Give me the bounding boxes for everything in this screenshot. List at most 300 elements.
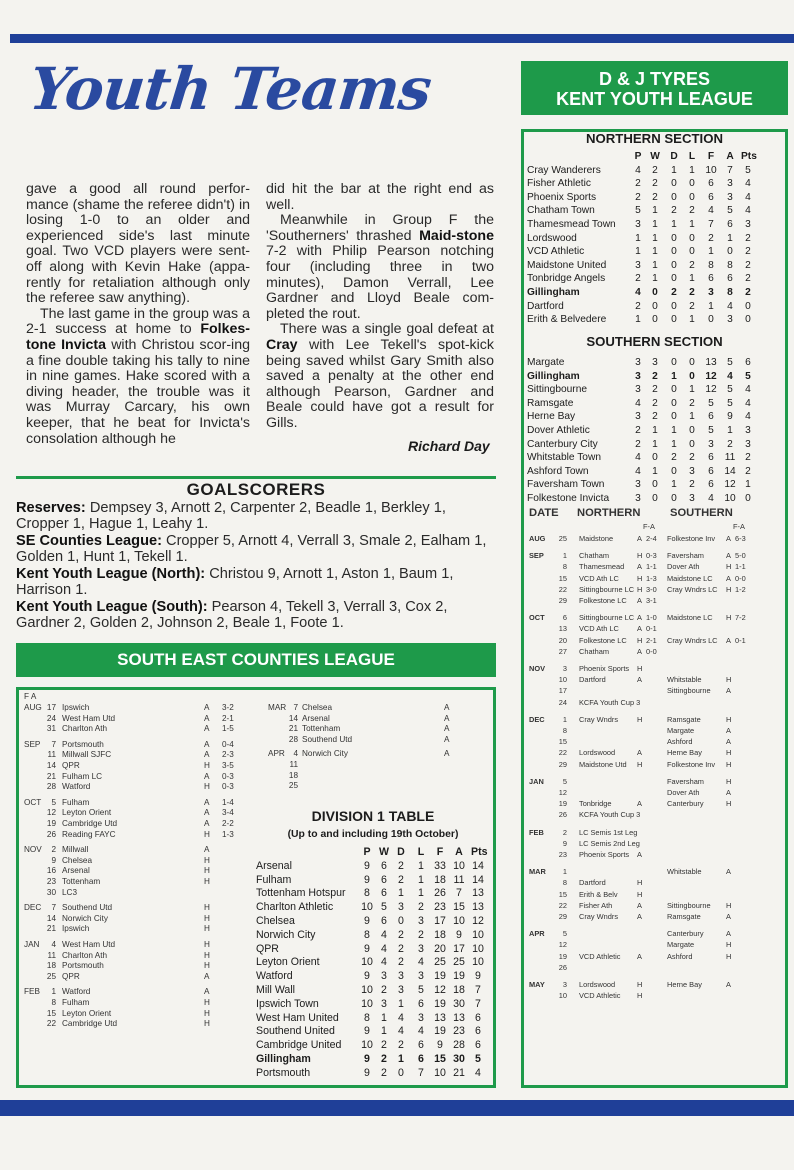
- table-cell: 3: [418, 1011, 424, 1024]
- table-cell: 5: [727, 205, 733, 217]
- team-name: Canterbury City: [527, 438, 598, 450]
- goalscorers-heading: GOALSCORERS: [186, 480, 326, 499]
- table-cell: 5: [418, 984, 424, 996]
- fixture-northern-opponent: Thamesmead: [579, 562, 625, 572]
- fixture-southern-venue: A: [726, 686, 731, 696]
- fixture-northern-opponent: Cray Wndrs: [579, 714, 619, 724]
- article-paragraph: [26, 307, 250, 447]
- fixture-row: [527, 878, 787, 888]
- team-name: Herne Bay: [527, 411, 576, 423]
- fixture-southern-venue: A: [726, 867, 731, 877]
- table-cell: 1: [689, 164, 695, 176]
- team-name: Thamesmead Town: [527, 219, 616, 230]
- fa-label: F-A: [733, 522, 745, 531]
- table-cell: 1: [652, 425, 658, 436]
- fixture-opponent: Leyton Orient: [62, 1008, 112, 1018]
- table-col-header: A: [726, 151, 734, 162]
- table-cell: 2: [635, 425, 641, 436]
- table-cell: 12: [705, 370, 717, 382]
- table-header-row: [256, 846, 516, 860]
- goalscorers-rule: [16, 476, 496, 479]
- fixture-day: 8: [562, 726, 567, 735]
- table-cell: 4: [398, 1011, 404, 1024]
- secl-fixture-row: [24, 972, 264, 983]
- article-paragraph: [266, 213, 494, 322]
- fixture-southern-opponent: Ashford: [667, 951, 693, 961]
- fixture-southern-venue: A: [726, 912, 731, 921]
- fixtures-southern-header: SOUTHERN: [670, 507, 733, 519]
- table-cell: 2: [381, 984, 387, 996]
- table-cell: 4: [635, 452, 641, 464]
- table-cell: 15: [453, 901, 465, 914]
- division-1-subtitle: (Up to and including 19th October): [287, 829, 459, 840]
- table-row: [527, 300, 787, 314]
- fixture-month: JAN: [529, 776, 544, 786]
- secl-fixture-row: [268, 724, 508, 735]
- table-col-header: W: [650, 151, 660, 162]
- table-cell: 1: [652, 246, 658, 258]
- team-name: Faversham Town: [527, 479, 605, 491]
- fixture-southern-venue: A: [726, 726, 731, 735]
- secl-fixture-row: [24, 724, 264, 735]
- fixture-northern-venue: A: [637, 675, 642, 685]
- fixture-score: 2-1: [222, 713, 234, 723]
- page-title: Youth Teams: [26, 55, 434, 123]
- table-cell: 3: [635, 411, 641, 423]
- table-cell: 0: [671, 246, 677, 258]
- fa-label: F A: [24, 692, 37, 701]
- fixture-northern-opponent: Sittingbourne LC: [579, 613, 635, 623]
- fixture-northern-opponent: VCD Ath LC: [579, 624, 619, 634]
- fixture-opponent: Cambridge Utd: [62, 1019, 118, 1029]
- fixture-month: APR: [268, 749, 285, 759]
- fixture-northern-opponent: LC Semis 2nd Leg: [579, 838, 640, 848]
- table-cell: 9: [364, 873, 370, 886]
- fixture-southern-opponent: Herne Bay: [667, 748, 702, 758]
- goalscorer-text: Christou 9, Arnott 1, Aston 1, Baum 1, Harrison 1.: [16, 566, 454, 598]
- table-cell: 2: [398, 928, 404, 941]
- table-col-header: F: [707, 151, 715, 162]
- table-cell: 2: [745, 246, 751, 258]
- team-name: Fulham: [256, 873, 292, 886]
- table-row: [256, 929, 492, 943]
- fixture-month: FEB: [529, 827, 544, 837]
- table-row: [527, 410, 787, 424]
- fixture-northern-score: 2-1: [646, 635, 657, 645]
- table-cell: 2: [745, 259, 751, 271]
- fixture-day: 22: [46, 1019, 56, 1029]
- table-cell: 0: [689, 370, 695, 382]
- table-cell: 3: [635, 219, 641, 230]
- fixture-southern-venue: A: [726, 788, 731, 797]
- secl-fixture-row: [24, 1019, 264, 1030]
- table-cell: 9: [364, 1025, 370, 1038]
- table-cell: 11: [724, 452, 736, 464]
- kyl-title-line1: D & J TYRES: [598, 69, 711, 89]
- fixture-northern-opponent: Cray Wndrs: [579, 912, 619, 921]
- secl-fixture-row: [24, 714, 264, 725]
- fixture-northern-venue: A: [637, 748, 642, 758]
- secl-fixture-row: [24, 951, 264, 962]
- fixture-northern-score: 1-1: [646, 562, 657, 572]
- table-col-header: L: [417, 846, 425, 858]
- table-cell: 2: [745, 287, 751, 298]
- table-cell: 2: [689, 452, 695, 464]
- table-cell: 1: [727, 232, 733, 244]
- fixture-southern-opponent: Cray Wndrs LC: [667, 584, 718, 594]
- table-cell: 0: [745, 493, 751, 504]
- fixture-day: 19: [558, 799, 567, 809]
- table-cell: 1: [671, 479, 677, 491]
- table-cell: 3: [635, 370, 641, 382]
- fixture-day: 7: [293, 703, 298, 712]
- team-name: Tottenham Hotspur: [256, 887, 346, 900]
- table-cell: 12: [472, 915, 484, 927]
- table-cell: 3: [708, 287, 714, 298]
- secl-fixture-row: [24, 761, 264, 772]
- fixture-southern-opponent: Ramsgate: [667, 912, 701, 921]
- fixture-southern-opponent: Folkestone Inv: [667, 534, 716, 543]
- fixture-day: 16: [46, 866, 56, 876]
- table-cell: 4: [745, 411, 751, 423]
- table-cell: 2: [689, 205, 695, 217]
- table-cell: 4: [418, 956, 424, 969]
- table-cell: 6: [708, 191, 714, 203]
- table-cell: 2: [745, 465, 751, 477]
- fixture-venue: A: [444, 713, 450, 723]
- fixture-northern-venue: A: [637, 624, 642, 634]
- table-cell: 2: [689, 479, 695, 491]
- table-row: [527, 313, 787, 327]
- fixture-row: [527, 748, 787, 758]
- table-cell: 3: [418, 942, 424, 955]
- fixture-row: [527, 636, 787, 646]
- fixture-southern-opponent: Dover Ath: [667, 562, 700, 572]
- fixture-day: 15: [558, 573, 567, 583]
- fixture-venue: H: [204, 782, 210, 792]
- table-header-row: [527, 150, 787, 164]
- fixture-venue: A: [204, 971, 210, 981]
- table-cell: 9: [727, 411, 733, 423]
- table-cell: 4: [635, 164, 641, 176]
- fixture-month: FEB: [24, 987, 40, 997]
- fixture-opponent: Fulham: [62, 797, 90, 807]
- fixture-row: [527, 890, 787, 900]
- fixture-day: 1: [562, 714, 567, 724]
- table-cell: 0: [671, 384, 677, 396]
- table-cell: 9: [475, 970, 481, 983]
- fixture-day: 5: [51, 797, 56, 807]
- table-col-header: W: [379, 846, 389, 858]
- goalscorer-label: Kent Youth League (South):: [16, 599, 208, 615]
- table-row: [527, 232, 787, 246]
- fixture-score: 2-2: [222, 819, 234, 828]
- fixture-southern-score: 6-3: [735, 534, 746, 543]
- table-cell: 9: [364, 942, 370, 955]
- table-cell: 2: [708, 232, 714, 244]
- article-column-1: [26, 182, 250, 447]
- fixture-venue: H: [204, 761, 210, 770]
- fixture-opponent: Millwall: [62, 845, 89, 855]
- team-name: Fisher Athletic: [527, 178, 591, 190]
- table-cell: 0: [689, 246, 695, 258]
- table-row: [527, 424, 787, 438]
- fixture-day: 10: [558, 675, 567, 685]
- team-name: Leyton Orient: [256, 956, 320, 969]
- team-name: Tonbridge Angels: [527, 273, 606, 285]
- table-cell: 2: [671, 452, 677, 464]
- fixture-day: 12: [46, 808, 56, 818]
- fixture-southern-venue: H: [726, 675, 732, 685]
- secl-fixture-row: [24, 772, 264, 783]
- fixture-score: 3-4: [222, 808, 234, 818]
- team-name: Ramsgate: [527, 397, 574, 409]
- table-cell: 1: [727, 425, 733, 436]
- table-cell: 0: [671, 493, 677, 504]
- fixture-venue: H: [204, 877, 210, 886]
- table-cell: 2: [652, 370, 658, 382]
- table-cell: 25: [434, 956, 446, 969]
- fixture-northern-opponent: Dartford: [579, 878, 606, 888]
- fixture-northern-venue: H: [637, 878, 643, 888]
- secl-fixture-row: [24, 903, 264, 914]
- team-name: Arsenal: [256, 859, 292, 872]
- fixture-northern-score: 3-0: [646, 584, 657, 594]
- team-name: QPR: [256, 942, 279, 955]
- table-cell: 9: [437, 1039, 443, 1052]
- fixture-day: 13: [558, 624, 567, 634]
- table-cell: 1: [689, 384, 695, 396]
- table-cell: 8: [727, 287, 733, 298]
- table-cell: 25: [453, 956, 465, 969]
- table-cell: 0: [671, 465, 677, 477]
- fixture-southern-venue: H: [726, 799, 732, 809]
- table-cell: 13: [434, 1011, 446, 1024]
- table-cell: 4: [745, 397, 751, 409]
- fixture-opponent: Charlton Ath: [62, 950, 108, 960]
- secl-fixture-row: [24, 924, 264, 935]
- table-cell: 0: [671, 232, 677, 244]
- table-cell: 5: [727, 384, 733, 396]
- fixture-opponent: Chelsea: [302, 703, 333, 712]
- fixture-venue: H: [204, 940, 210, 949]
- fixture-day: 17: [46, 703, 56, 712]
- table-cell: 0: [671, 191, 677, 203]
- fixture-month: DEC: [24, 903, 42, 913]
- table-row: [527, 465, 787, 479]
- table-cell: 0: [727, 246, 733, 258]
- goalscorer-entry: [16, 533, 496, 565]
- fixture-venue: A: [204, 845, 210, 855]
- table-cell: 2: [652, 411, 658, 423]
- table-cell: 1: [418, 873, 424, 886]
- table-cell: 3: [652, 357, 658, 368]
- table-cell: 4: [727, 300, 733, 312]
- fixture-southern-venue: A: [726, 534, 731, 543]
- table-cell: 23: [453, 1025, 465, 1038]
- fixture-day: 10: [558, 991, 567, 1001]
- fixture-northern-opponent: Fisher Ath: [579, 900, 613, 910]
- secl-fixture-row: [24, 1009, 264, 1020]
- table-cell: 6: [708, 273, 714, 285]
- table-col-header: Pts: [741, 151, 757, 162]
- fixture-southern-opponent: Faversham: [667, 551, 704, 561]
- secl-fixture-row: [24, 940, 264, 951]
- table-cell: 1: [689, 273, 695, 285]
- fixture-day: 7: [51, 739, 56, 749]
- fixture-day: 8: [562, 562, 567, 572]
- table-cell: 10: [361, 956, 373, 969]
- table-cell: 12: [434, 984, 446, 996]
- table-cell: 4: [381, 928, 387, 941]
- secl-fixture-row: [24, 961, 264, 972]
- fixture-month: AUG: [24, 703, 42, 712]
- fixture-opponent: Ipswich: [62, 703, 90, 712]
- table-col-header: Pts: [471, 846, 488, 858]
- fixture-northern-opponent: Phoenix Sports: [579, 850, 630, 859]
- article-text: did hit the bar at the right end as well.: [266, 181, 494, 213]
- table-cell: 10: [453, 915, 465, 927]
- fixture-month: AUG: [529, 534, 546, 543]
- fixture-southern-venue: H: [726, 562, 732, 572]
- table-cell: 1: [708, 246, 714, 258]
- fixture-venue: A: [204, 724, 210, 734]
- table-cell: 2: [398, 1039, 404, 1052]
- southern-section-heading: SOUTHERN SECTION: [586, 334, 723, 349]
- table-cell: 19: [434, 970, 446, 983]
- table-cell: 3: [708, 438, 714, 450]
- table-cell: 3: [381, 997, 387, 1010]
- table-cell: 2: [398, 942, 404, 955]
- fixture-venue: A: [204, 987, 210, 997]
- fixture-row: [527, 574, 787, 584]
- secl-fixture-row: [24, 750, 264, 761]
- table-cell: 10: [705, 164, 717, 176]
- fixture-southern-opponent: Canterbury: [667, 799, 704, 809]
- table-cell: 0: [708, 314, 714, 326]
- table-cell: 1: [652, 465, 658, 477]
- fixture-day: 21: [288, 724, 298, 734]
- goalscorer-label: SE Counties League:: [16, 533, 162, 549]
- fixture-opponent: QPR: [62, 971, 80, 981]
- table-cell: 4: [708, 205, 714, 217]
- fixture-day: 12: [558, 940, 567, 950]
- table-cell: 1: [708, 300, 714, 312]
- fixture-northern-opponent: KCFA Youth Cup 3: [579, 810, 641, 820]
- fixture-northern-opponent: VCD Athletic: [579, 951, 621, 961]
- secl-fixture-row: [268, 703, 508, 714]
- fixture-southern-score: 7-2: [735, 613, 746, 623]
- fixture-northern-opponent: Folkestone LC: [579, 596, 627, 605]
- table-cell: 1: [418, 887, 424, 900]
- goalscorer-entry: [16, 566, 496, 598]
- table-cell: 5: [475, 1053, 481, 1065]
- fixture-northern-score: 1-3: [646, 573, 657, 583]
- table-cell: 18: [453, 984, 465, 996]
- table-cell: 7: [475, 997, 481, 1010]
- fixture-northern-opponent: VCD Ath LC: [579, 573, 619, 583]
- table-cell: 1: [652, 219, 658, 230]
- table-cell: 6: [418, 1039, 424, 1052]
- table-row: [256, 1012, 492, 1026]
- fixture-northern-venue: A: [637, 850, 642, 859]
- table-cell: 2: [635, 438, 641, 450]
- fixture-northern-venue: H: [637, 714, 643, 724]
- table-cell: 26: [434, 887, 446, 900]
- fixtures-header-row: [527, 508, 787, 518]
- fixture-venue: A: [204, 819, 210, 828]
- fixture-southern-score: 0-1: [735, 635, 746, 645]
- fixture-day: 11: [289, 760, 298, 769]
- table-cell: 2: [727, 438, 733, 450]
- fixture-day: 17: [558, 686, 567, 696]
- team-name: Ashford Town: [527, 465, 589, 477]
- fixture-northern-venue: A: [637, 799, 642, 809]
- fixture-northern-venue: A: [637, 912, 642, 921]
- fixture-northern-opponent: Chatham: [579, 551, 609, 561]
- fixture-southern-opponent: Margate: [667, 726, 695, 735]
- table-cell: 3: [381, 970, 387, 983]
- fixture-southern-score: 1-2: [735, 584, 746, 594]
- table-cell: 4: [745, 178, 751, 190]
- table-cell: 1: [381, 1011, 387, 1024]
- fixtures-northern-header: NORTHERN: [577, 507, 641, 519]
- table-cell: 3: [418, 970, 424, 983]
- table-cell: 1: [652, 438, 658, 450]
- fixture-opponent: Ipswich: [62, 924, 90, 934]
- article-text: 7-2 with Philip Pearson notching four (including three in two minutes), Damon Verrall, Lee Gardner and Lloyd Beale com-pleted the rout.: [266, 243, 494, 322]
- fixture-opponent: Fulham LC: [62, 771, 103, 781]
- table-cell: 17: [453, 942, 465, 955]
- table-cell: 2: [652, 178, 658, 190]
- fixture-northern-venue: H: [637, 573, 643, 583]
- fixture-day: 25: [46, 971, 56, 981]
- table-cell: 2: [689, 397, 695, 409]
- secl-fixture-row: [24, 877, 264, 888]
- table-cell: 0: [745, 314, 751, 326]
- table-cell: 2: [398, 859, 404, 872]
- table-cell: 4: [708, 493, 714, 504]
- table-cell: 6: [727, 219, 733, 230]
- table-cell: 4: [745, 191, 751, 203]
- table-cell: 7: [475, 984, 481, 996]
- fixture-score: 3-5: [222, 761, 234, 770]
- secl-fixture-row: [268, 771, 508, 782]
- team-name: Maidstone United: [527, 259, 607, 271]
- team-name: Cray Wanderers: [527, 164, 601, 176]
- table-cell: 0: [689, 438, 695, 450]
- fixture-northern-opponent: Erith & Belv: [579, 889, 618, 899]
- fixtures-date-header: DATE: [529, 507, 559, 519]
- table-row: [527, 438, 787, 452]
- table-cell: 10: [434, 1066, 446, 1079]
- table-col-header: D: [670, 151, 678, 162]
- table-row: [256, 1025, 492, 1039]
- bottom-rule: [0, 1100, 794, 1116]
- table-cell: 6: [708, 178, 714, 190]
- fixture-day: 9: [562, 838, 567, 848]
- table-cell: 1: [671, 219, 677, 230]
- table-cell: 21: [453, 1066, 465, 1079]
- fixture-venue: H: [204, 998, 210, 1007]
- fixture-row: [527, 980, 787, 990]
- table-cell: 4: [475, 1066, 481, 1079]
- team-name: Chatham Town: [527, 205, 595, 217]
- table-cell: 0: [689, 232, 695, 244]
- fixture-row: [527, 534, 787, 544]
- fixture-venue: H: [204, 829, 210, 839]
- table-cell: 5: [635, 205, 641, 217]
